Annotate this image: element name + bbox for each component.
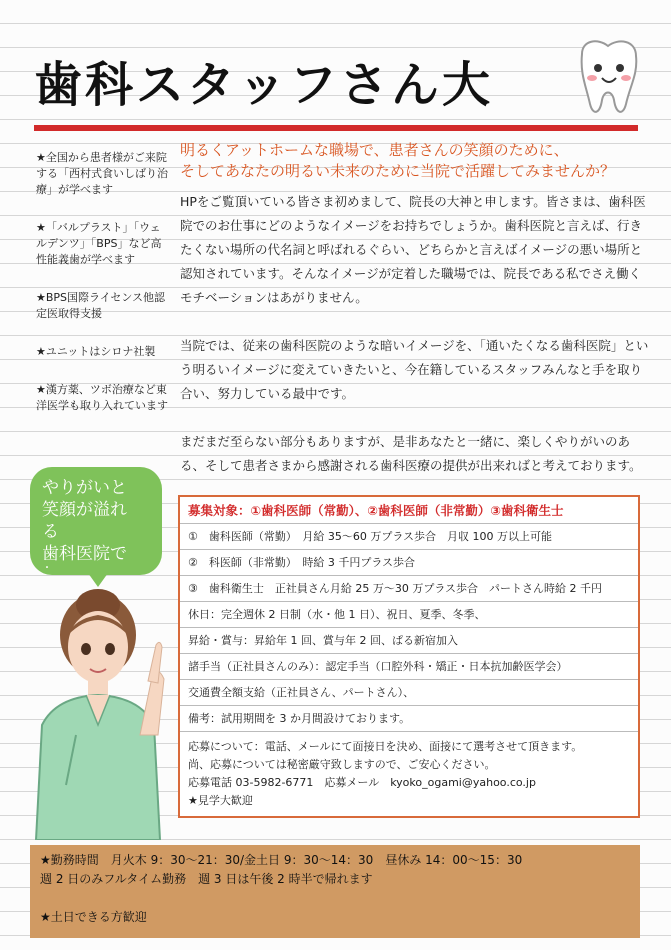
bubble-line: やりがいと xyxy=(42,478,127,498)
nurse-illustration xyxy=(26,585,176,840)
application-line: ★見学大歓迎 xyxy=(188,794,253,807)
hours-footer xyxy=(30,845,640,938)
headline xyxy=(180,140,650,182)
footer-line: 週 2 日のみフルタイム勤務 週 3 日は午後 2 時半で帰れます xyxy=(40,872,373,886)
speech-bubble xyxy=(30,467,162,575)
recruitment-row: 備考：試用期間を 3 か月間設けております。 xyxy=(180,706,638,732)
recruitment-row: 交通費全額支給（正社員さん、パートさん）、 xyxy=(180,680,638,706)
recruitment-row: 諸手当（正社員さんのみ）：認定手当（口腔外科・矯正・日本抗加齢医学会） xyxy=(180,654,638,680)
bubble-line: 歯科医院で xyxy=(42,544,127,564)
headline-line: そしてあなたの明るい未来のために当院で活躍してみませんか？ xyxy=(180,162,616,180)
intro-text xyxy=(180,190,650,502)
headline-line: 明るくアットホームな職場で、患者さんの笑顔のために、 xyxy=(180,141,569,159)
bubble-line: ・ xyxy=(42,563,52,574)
recruitment-row: ① 歯科医師（常勤） 月給 35～60 万プラス歩合 月収 100 万以上可能 xyxy=(180,524,638,550)
application-line: 尚、応募については秘密厳守致しますので、ご安心ください。 xyxy=(188,758,496,771)
bubble-line: る xyxy=(42,522,59,542)
footer-line xyxy=(40,889,630,908)
intro-paragraph: HPをご覧頂いている皆さま初めまして、院長の大神と申します。皆さまは、歯科医院でのお仕事にどのようなイメージをお持ちでしょうか。歯科医院と言えば、行きたくない場所の代名詞と呼ばれるぐらい、どちらかと言えばイメージの悪い場所と認知されています。そんなイメージが定着した職場では、院長である私でさえ働くモチベーションはあがりません。 xyxy=(180,194,646,305)
feature-item: ★「バルプラスト」「ウェルデンツ」「BPS」など高性能義歯が学べます xyxy=(36,221,162,266)
bubble-line: 笑顔が溢れ xyxy=(42,500,127,520)
feature-item: ★漢方薬、ツボ治療など東洋医学も取り入れています xyxy=(36,383,168,412)
application-line: 応募について：電話、メールにて面接日を決め、面接にて選考させて頂きます。 xyxy=(188,740,583,753)
footer-line: ★土日できる方歓迎 xyxy=(40,910,147,924)
footer-line: ★勤務時間 月火木 9：30～21：30/金土日 9：30～14：30 昼休み 14：00～15：30 xyxy=(40,853,523,867)
recruitment-heading: 募集対象：①歯科医師（常勤）、②歯科医師（非常勤）③歯科衛生士 xyxy=(180,497,638,524)
recruitment-row: ② 科医師（非常勤） 時給 3 千円プラス歩合 xyxy=(180,550,638,576)
recruitment-row: 休日：完全週休 2 日制（水・他 1 日）、祝日、夏季、冬季、 xyxy=(180,602,638,628)
tooth-mascot-icon xyxy=(568,34,648,120)
feature-sidebar xyxy=(36,150,168,436)
contact-line: 応募電話 03-5982-6771 応募メール kyoko_ogami@yahoo.co.jp xyxy=(188,776,536,789)
recruitment-row: ③ 歯科衛生士 正社員さん月給 25 万～30 万プラス歩合 パートさん時給 2 千円 xyxy=(180,576,638,602)
application-info xyxy=(180,732,638,816)
recruitment-box xyxy=(178,495,640,818)
recruitment-row: 昇給・賞与：昇給年 1 回、賞与年 2 回、ぱる新宿加入 xyxy=(180,628,638,654)
title-underline xyxy=(34,125,638,131)
feature-item: ★BPS国際ライセンス他認定医取得支援 xyxy=(36,291,166,320)
feature-item: ★ユニットはシロナ社製 xyxy=(36,345,156,358)
intro-paragraph: 当院では、従来の歯科医院のような暗いイメージを、「通いたくなる歯科医院」という明るいイメージに変えていきたいと、今在籍しているスタッフみんなと手を取り合い、努力している最中です。 xyxy=(180,338,649,401)
intro-paragraph: まだまだ至らない部分もありますが、是非あなたと一緒に、楽しくやりがいのある、そして患者さまから感謝される歯科医療の提供が出来ればと考えております。 xyxy=(180,434,642,473)
page-title: 歯科スタッフさん大 xyxy=(34,57,494,113)
feature-item: ★全国から患者様がご来院する「西村式食いしばり治療」が学べます xyxy=(36,151,168,196)
